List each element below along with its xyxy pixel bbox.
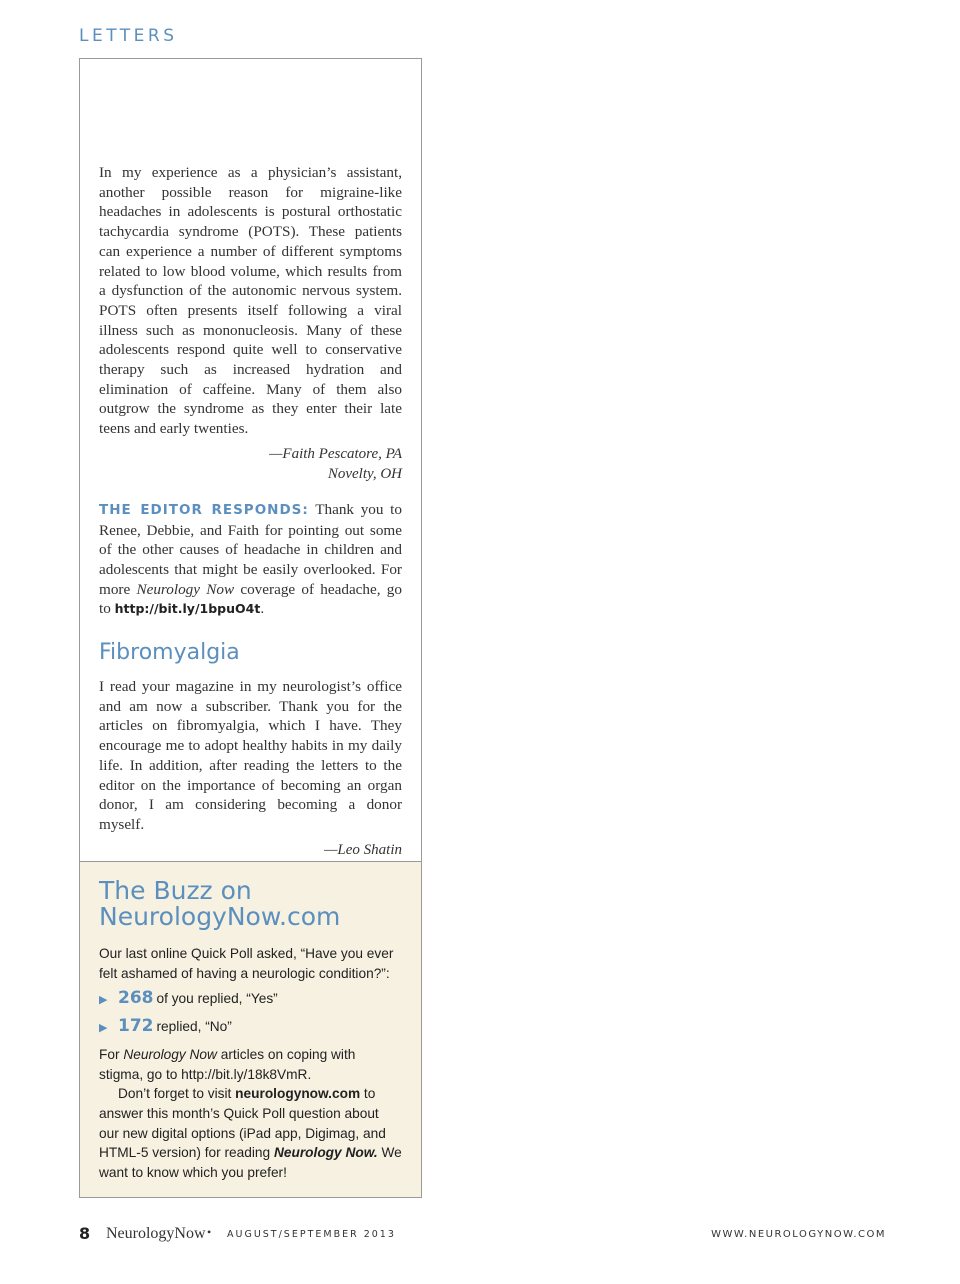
editor-publication: Neurology Now bbox=[136, 580, 235, 598]
triangle-right-icon: ▶ bbox=[99, 1022, 108, 1035]
stigma-paragraph bbox=[99, 1045, 402, 1084]
triangle-right-icon: ▶ bbox=[99, 994, 108, 1007]
poll-label: of you replied, “Yes” bbox=[156, 991, 278, 1007]
poll-intro: Our last online Quick Poll asked, “Have you ever felt ashamed of having a neurologic condition?”: bbox=[99, 946, 394, 981]
buzz-title-line2: NeurologyNow.com bbox=[99, 902, 341, 931]
visit-text-a: Don’t forget to visit bbox=[118, 1086, 236, 1102]
poll-result-yes bbox=[99, 987, 402, 1011]
editor-text-c: . bbox=[260, 600, 265, 618]
letter-pots-body: In my experience as a physician’s assistant, another possible reason for migraine-like headaches in adolescents is postural orthostatic tachycardia syndrome (POTS). These patients can experience a number of different symptoms related to low blood volume, which results from a dysfunction of the autonomic nervous system. POTS often presents itself following a viral illness such as mononucleosis. Many of these adolescents respond quite well to conservative therapy such as increased hydration and elimination of caffeine. Many of them also outgrow the syndrome as they enter their late teens and early twenties. bbox=[99, 164, 402, 438]
letter-fibromyalgia-body: I read your magazine in my neurologist’s office and am now a subscriber. Thank you for the articles on fibromyalgia, which I have. They encourage me to adopt healthy habits in my daily life. In addition, after reading the letters to the editor on the importance of becoming an organ donor, I am considering becoming a donor myself. bbox=[99, 678, 402, 833]
website-url: WWW.NEUROLOGYNOW.COM bbox=[711, 1229, 886, 1240]
publication-name: NeurologyNow bbox=[106, 1225, 206, 1242]
fibromyalgia-heading: Fibromyalgia bbox=[99, 640, 240, 666]
visit-paragraph bbox=[99, 1084, 402, 1182]
letters-column bbox=[79, 58, 422, 1198]
buzz-box bbox=[80, 861, 421, 1197]
editor-response bbox=[99, 500, 402, 619]
poll-result-no bbox=[99, 1015, 402, 1039]
poll-count: 172 bbox=[118, 1016, 154, 1037]
visit-publication: Neurology Now. bbox=[273, 1145, 378, 1161]
issue-date: AUGUST/SEPTEMBER 2013 bbox=[227, 1229, 396, 1240]
editor-text-a: Thank you to Renee, Debbie, and Faith for pointing out some of the other causes of headache in children and adolescents that might be easily overlooked. For more bbox=[99, 500, 402, 598]
stigma-text-b: articles on coping with stigma, go to http://bit.ly/18k8VmR. bbox=[99, 1047, 356, 1082]
buzz-title bbox=[99, 878, 402, 930]
signature-place: Novelty, OH bbox=[327, 465, 402, 482]
visit-text-b: to answer this month’s Quick Poll question about our new digital options (iPad app, Digimag, and HTML-5 version) for reading bbox=[99, 1086, 386, 1161]
poll-count: 268 bbox=[118, 988, 154, 1009]
page-footer bbox=[79, 1226, 886, 1246]
stigma-text-a: For bbox=[99, 1047, 124, 1063]
letters-content bbox=[80, 59, 421, 861]
signature-name: —Leo Shatin bbox=[324, 841, 402, 858]
visit-text-c: We want to know which you prefer! bbox=[99, 1145, 402, 1180]
signature-name: —Faith Pescatore, PA bbox=[269, 445, 402, 462]
site-link[interactable]: neurologynow.com bbox=[235, 1086, 361, 1102]
page-number: 8 bbox=[79, 1224, 91, 1243]
stigma-publication: Neurology Now bbox=[123, 1047, 217, 1063]
headache-link[interactable]: http://bit.ly/1bpuO4t bbox=[114, 601, 261, 617]
bullet-separator: • bbox=[207, 1225, 212, 1239]
editor-text-b: coverage of headache, go to bbox=[99, 580, 402, 618]
poll-label: replied, “No” bbox=[156, 1019, 232, 1035]
editor-label: THE EDITOR RESPONDS: bbox=[99, 501, 309, 518]
letter-pots-signature bbox=[99, 444, 402, 484]
buzz-title-line1: The Buzz on bbox=[99, 876, 252, 905]
section-label: LETTERS bbox=[79, 26, 178, 46]
